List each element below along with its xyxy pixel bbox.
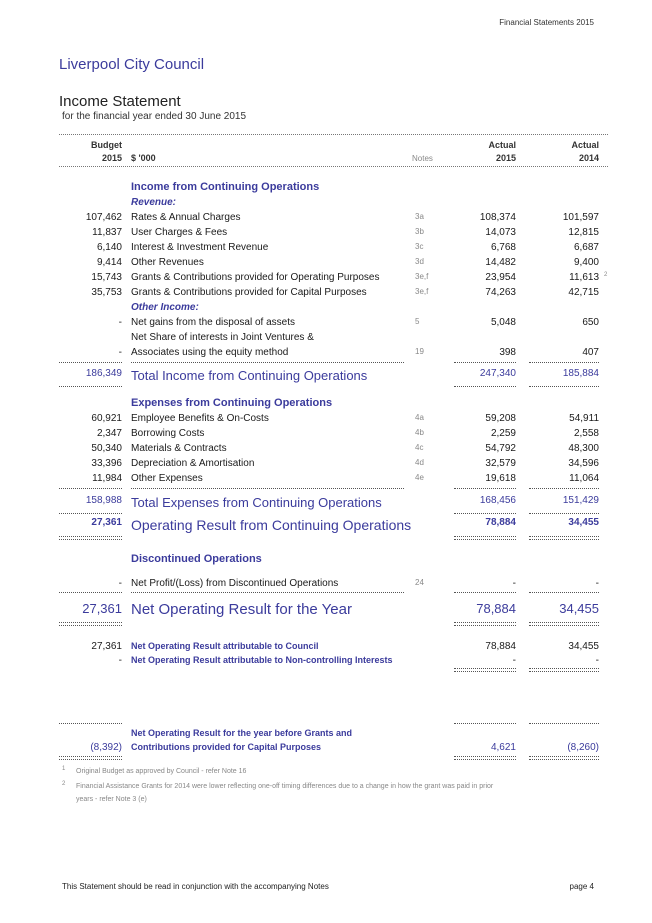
total-rule [454, 386, 516, 387]
actual-2015-year-header: 2015 [495, 153, 516, 163]
expense-row: 11,984 Other Expenses 4e 19,618 11,064 [92, 473, 599, 484]
double-rule [454, 756, 516, 760]
attributable-row: - Net Operating Result attributable to Non-controlling Interests - - [118, 655, 599, 666]
double-rule [454, 668, 516, 672]
other-income-row: - Net gains from the disposal of assets 5 5,048 650 [118, 317, 599, 328]
double-rule [529, 668, 599, 672]
council-name: Liverpool City Council [59, 56, 205, 73]
footnote-marker: 2 [62, 781, 66, 787]
footnote-text: Original Budget as approved by Council - refer Note 16 [76, 768, 247, 775]
subtotal-rule [59, 723, 122, 724]
discontinued-heading: Discontinued Operations [131, 553, 262, 565]
subtotal-rule [529, 488, 599, 489]
units-header: $ '000 [131, 153, 156, 163]
subtotal-rule [454, 723, 516, 724]
double-rule [529, 756, 599, 760]
subtotal-rule [529, 362, 599, 363]
double-rule [59, 536, 122, 540]
budget-header: Budget [91, 140, 122, 150]
operating-result-continuing-row: 27,361 Operating Result from Continuing Operations 78,884 34,455 [91, 517, 599, 533]
double-rule [454, 536, 516, 540]
statement-subtitle: for the financial year ended 30 June 2015 [62, 111, 247, 122]
header-rule-top [59, 134, 608, 135]
subtotal-rule [131, 592, 404, 593]
subtotal-rule [454, 592, 516, 593]
net-operating-result-row: 27,361 Net Operating Result for the Year 78,884 34,455 [82, 601, 599, 618]
actual-2014-year-header: 2014 [578, 153, 599, 163]
budget-year-header: 2015 [101, 153, 122, 163]
footer-note: This Statement should be read in conjunction with the accompanying Notes [62, 882, 329, 891]
revenue-heading: Revenue: [131, 197, 177, 208]
double-rule [59, 622, 122, 626]
revenue-row: 35,753 Grants & Contributions provided for Capital Purposes 3e,f 74,263 42,715 [91, 287, 599, 298]
expenses-heading: Expenses from Continuing Operations [131, 397, 333, 409]
other-income-row: - Associates using the equity method 19 398 407 [118, 347, 599, 358]
subtotal-rule [131, 362, 404, 363]
notes-header: Notes [412, 154, 433, 163]
footnote-text: Financial Assistance Grants for 2014 were lower reflecting one-off timing differences due to a change in how the grant was paid in prior [76, 783, 494, 790]
total-rule [529, 513, 599, 514]
total-expenses-row: 158,988 Total Expenses from Continuing Operations 168,456 151,429 [85, 495, 599, 510]
total-rule [529, 386, 599, 387]
attributable-row: 27,361 Net Operating Result attributable to Council 78,884 34,455 [91, 641, 599, 652]
double-rule [59, 756, 122, 760]
actual-2014-header: Actual [571, 140, 599, 150]
subtotal-rule [59, 488, 122, 489]
actual-2015-header: Actual [488, 140, 516, 150]
page-number: page 4 [569, 882, 594, 891]
running-header: Financial Statements 2015 [499, 18, 594, 27]
double-rule [454, 622, 516, 626]
total-rule [454, 513, 516, 514]
header-rule-bottom [59, 166, 608, 167]
revenue-row: 9,414 Other Revenues 3d 14,482 9,400 [96, 257, 599, 268]
revenue-row: 11,837 User Charges & Fees 3b 14,073 12,815 [92, 227, 599, 238]
before-grants-row: (8,392) Contributions provided for Capital Purposes 4,621 (8,260) [90, 742, 599, 753]
total-rule [59, 386, 122, 387]
discontinued-row: - Net Profit/(Loss) from Discontinued Operations 24 - - [118, 578, 599, 589]
statement-title: Income Statement [59, 93, 181, 110]
subtotal-rule [529, 592, 599, 593]
income-heading: Income from Continuing Operations [131, 181, 320, 193]
subtotal-rule [454, 488, 516, 489]
subtotal-rule [131, 488, 404, 489]
footnote-text: years - refer Note 3 (e) [76, 796, 147, 803]
expense-row: 33,396 Depreciation & Amortisation 4d 32,579 34,596 [91, 458, 599, 469]
other-income-heading: Other Income: [131, 302, 199, 313]
total-rule [59, 513, 122, 514]
expense-row: 2,347 Borrowing Costs 4b 2,259 2,558 [96, 428, 599, 439]
subtotal-rule [59, 592, 122, 593]
footnote-marker: 1 [62, 766, 66, 772]
revenue-row: 107,462 Rates & Annual Charges 3a 108,374 101,597 [85, 212, 599, 223]
expense-row: 60,921 Employee Benefits & On-Costs 4a 59,208 54,911 [91, 413, 599, 424]
double-rule [529, 536, 599, 540]
before-grants-label-line1: Net Operating Result for the year before Grants and [131, 728, 353, 738]
total-income-row: 186,349 Total Income from Continuing Operations 247,340 185,884 [85, 368, 599, 383]
double-rule [529, 622, 599, 626]
revenue-row: 15,743 Grants & Contributions provided for Operating Purposes 3e,f 23,954 11,613 [91, 272, 599, 283]
subtotal-rule [59, 362, 122, 363]
expense-row: 50,340 Materials & Contracts 4c 54,792 48,300 [91, 443, 599, 454]
other-income-row: Net Share of interests in Joint Ventures & [131, 332, 314, 343]
subtotal-rule [529, 723, 599, 724]
subtotal-rule [454, 362, 516, 363]
footnote-marker: 2 [604, 272, 608, 278]
revenue-row: 6,140 Interest & Investment Revenue 3c 6,768 6,687 [96, 242, 599, 253]
